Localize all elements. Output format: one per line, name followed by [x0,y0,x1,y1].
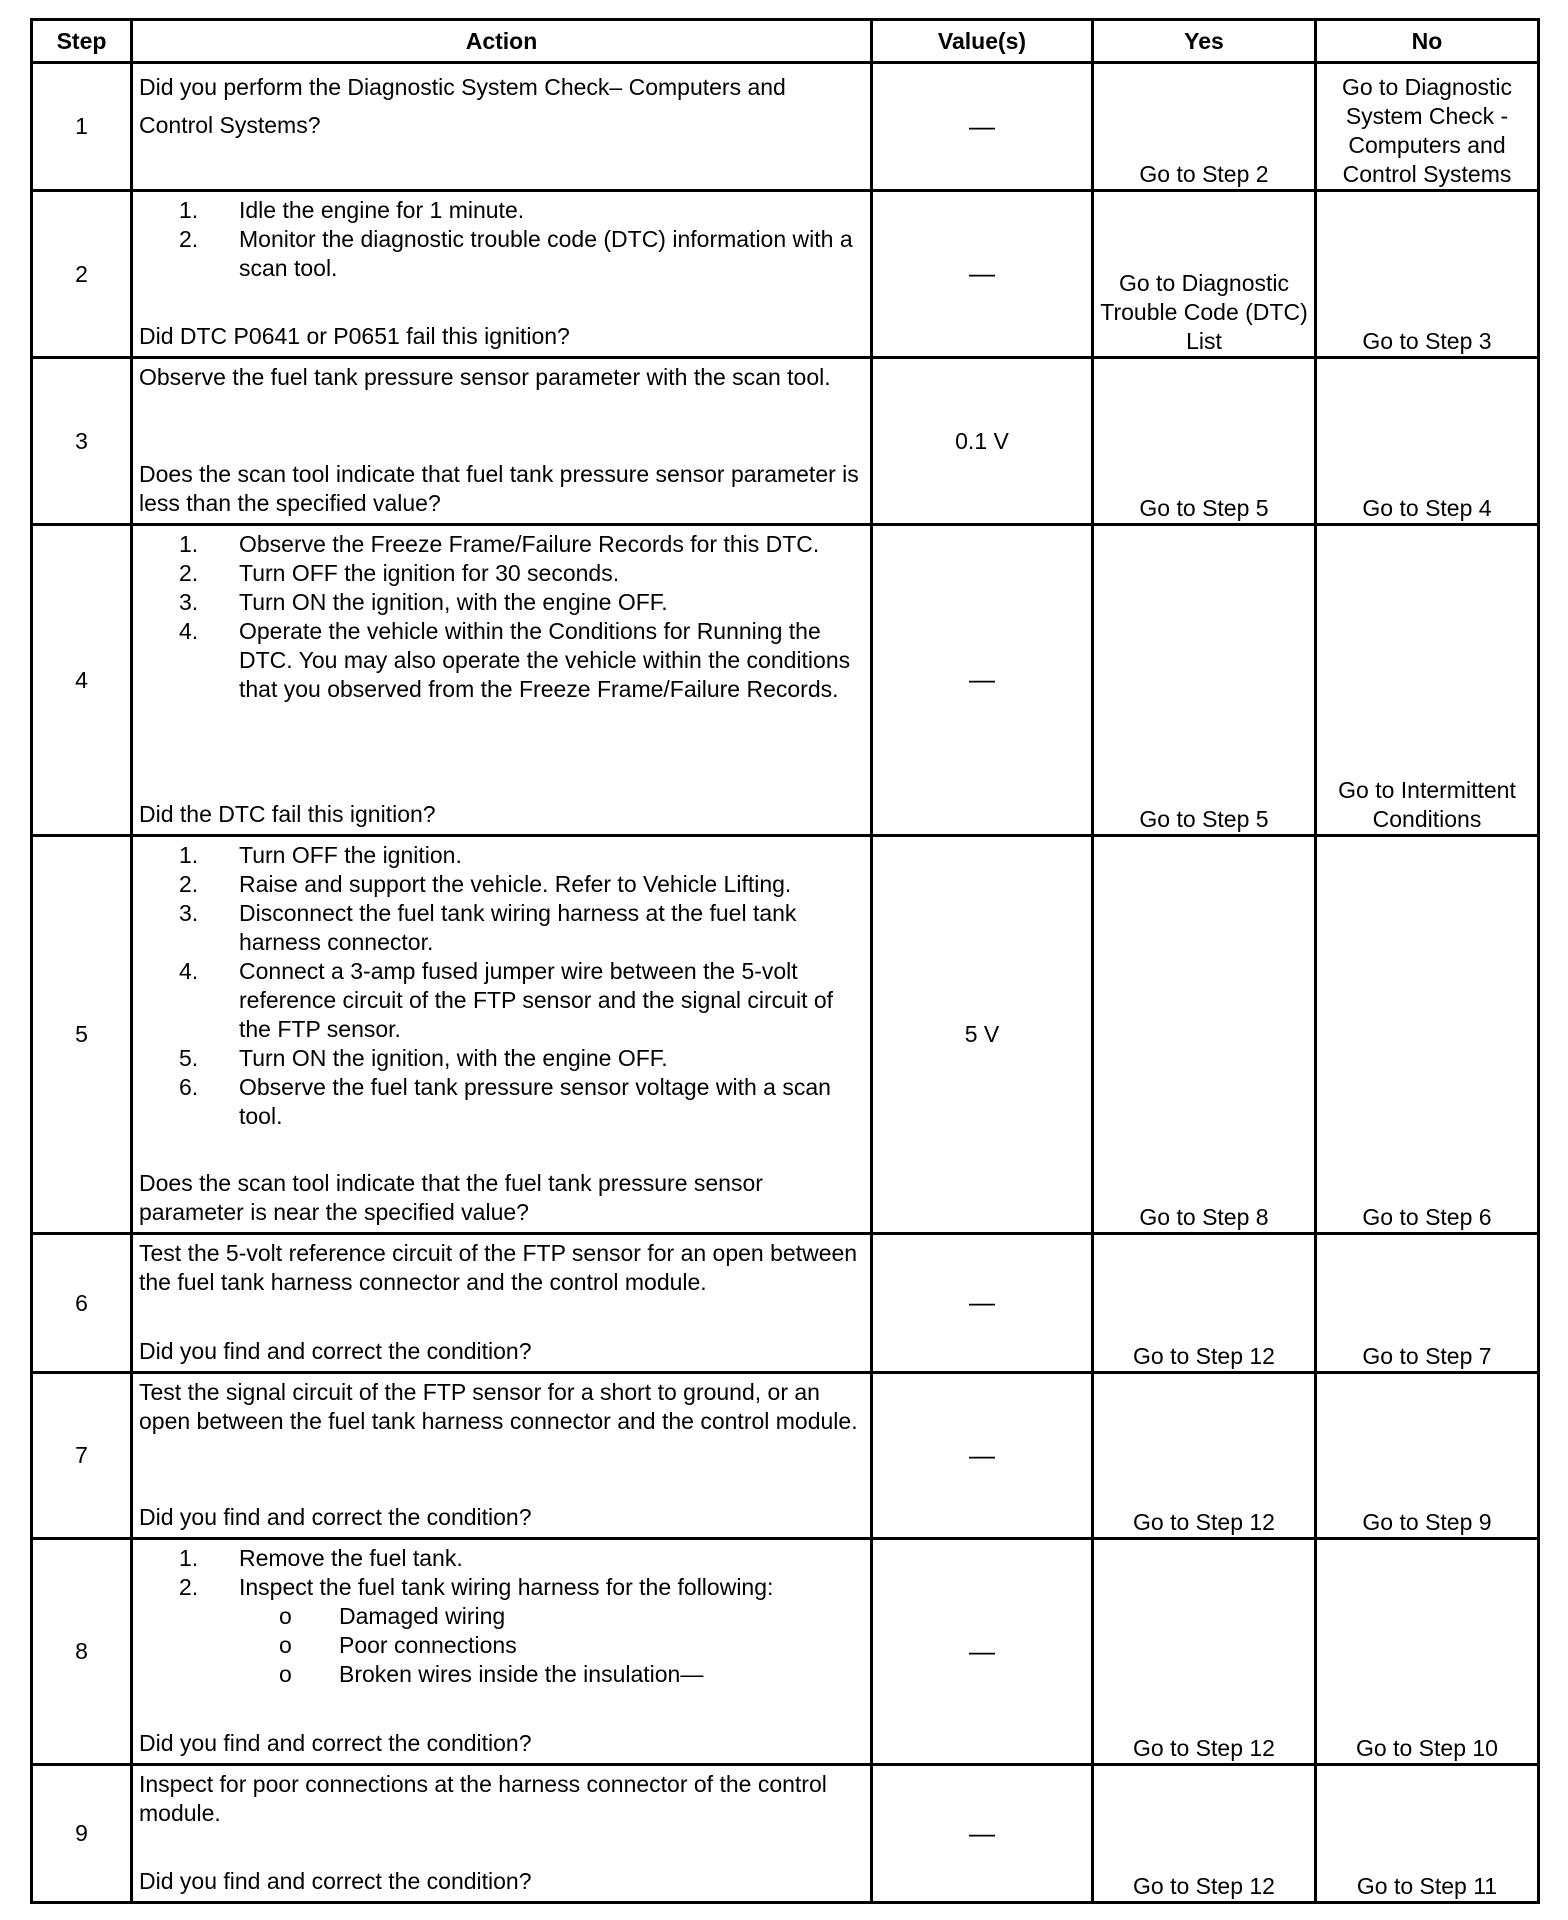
list-item: 2. Monitor the diagnostic trouble code (DTC) information with a scan tool. [179,226,853,281]
diagnostic-table [30,18,1540,1904]
no-link[interactable]: Go to Step 11 [1316,1765,1539,1903]
list-item: 1. Observe the Freeze Frame/Failure Records for this DTC. [179,531,820,557]
action-cell [132,191,872,358]
value-text: 0.1 V [955,427,1009,454]
action-question: Did the DTC fail this ignition? [139,801,436,827]
list-item: o Damaged wiring [279,1603,506,1629]
table-row [32,358,1539,525]
step-number: 9 [32,1765,132,1903]
value-cell [872,191,1093,358]
table-row [32,1373,1539,1539]
list-item: 1. Remove the fuel tank. [179,1545,463,1571]
list-item: o Broken wires inside the insulation— [279,1661,704,1687]
value-text: — [969,110,995,141]
action-question: Did DTC P0641 or P0651 fail this ignition? [139,323,570,349]
table-row [32,1234,1539,1373]
yes-link[interactable]: Go to Step 12 [1093,1539,1316,1765]
header-row [32,20,1539,63]
yes-link[interactable]: Go to Step 5 [1093,525,1316,836]
value-cell [872,63,1093,191]
list-item: 3. Turn ON the ignition, with the engine OFF. [179,589,668,615]
no-link[interactable]: Go to Step 4 [1316,358,1539,525]
step-number: 3 [32,358,132,525]
value-text: — [969,1817,995,1848]
action-cell [132,525,872,836]
no-link[interactable]: Go to Step 3 [1316,191,1539,358]
action-intro: Test the 5-volt reference circuit of the FTP sensor for an open between the fuel tank harness connector and the control module. [139,1240,858,1295]
header-values: Value(s) [872,20,1093,63]
action-cell [132,1765,872,1903]
step-number: 6 [32,1234,132,1373]
no-link[interactable]: Go to Step 10 [1316,1539,1539,1765]
no-link[interactable]: Go to Step 6 [1316,836,1539,1234]
value-cell [872,1373,1093,1539]
step-number: 7 [32,1373,132,1539]
no-link[interactable]: Go to Intermittent Conditions [1316,525,1539,836]
table-row [32,63,1539,191]
list-item: 4. Connect a 3-amp fused jumper wire between the 5-volt reference circuit of the FTP sensor and the signal circuit of the FTP sensor. [179,958,834,1042]
value-cell [872,1539,1093,1765]
table-row [32,191,1539,358]
procedure-list [139,841,864,1131]
step-number: 8 [32,1539,132,1765]
list-item: 1. Turn OFF the ignition. [179,842,462,868]
list-item: o Poor connections [279,1632,517,1658]
action-question: Does the scan tool indicate that the fuel tank pressure sensor parameter is near the specified value? [139,1170,763,1225]
header-no: No [1316,20,1539,63]
yes-link[interactable]: Go to Step 5 [1093,358,1316,525]
action-question: Did you find and correct the condition? [139,1504,532,1530]
procedure-list [139,1544,864,1602]
list-item: 2. Inspect the fuel tank wiring harness for the following: [179,1574,774,1600]
list-item: 5. Turn ON the ignition, with the engine OFF. [179,1045,668,1071]
value-text: — [969,1287,995,1317]
list-item: 1. Idle the engine for 1 minute. [179,197,525,223]
table-row [32,525,1539,836]
yes-link[interactable]: Go to Step 12 [1093,1234,1316,1373]
value-text: — [969,1635,995,1666]
action-cell [132,1539,872,1765]
value-cell [872,1234,1093,1373]
no-link[interactable]: Go to Step 7 [1316,1234,1539,1373]
no-link[interactable]: Go to Diagnostic System Check - Computers and Control Systems [1316,63,1539,191]
action-cell [132,63,872,191]
value-text: 5 V [964,1021,1000,1047]
value-text: — [969,258,995,288]
value-cell [872,525,1093,836]
procedure-list [139,530,864,704]
table-row [32,1765,1539,1903]
value-text: — [969,1439,995,1470]
yes-link[interactable]: Go to Step 12 [1093,1373,1316,1539]
action-question: Did you find and correct the condition? [139,1868,532,1894]
header-action: Action [132,20,872,63]
step-number: 1 [32,63,132,191]
list-item: 4. Operate the vehicle within the Conditions for Running the DTC. You may also operate the vehicle within the conditions that you observed from the Freeze Frame/Failure Records. [179,618,851,702]
value-cell [872,1765,1093,1903]
yes-link[interactable]: Go to Step 8 [1093,836,1316,1234]
action-question: Does the scan tool indicate that fuel tank pressure sensor parameter is less than the specified value? [139,461,859,516]
header-yes: Yes [1093,20,1316,63]
action-intro: Observe the fuel tank pressure sensor parameter with the scan tool. [139,364,831,390]
step-number: 5 [32,836,132,1234]
step-number: 2 [32,191,132,358]
action-cell [132,836,872,1234]
list-item: 6. Observe the fuel tank pressure sensor voltage with a scan tool. [179,1074,831,1129]
no-link[interactable]: Go to Step 9 [1316,1373,1539,1539]
list-item: 3. Disconnect the fuel tank wiring harness at the fuel tank harness connector. [179,900,797,955]
sub-list [139,1602,864,1689]
action-cell [132,358,872,525]
step-number: 4 [32,525,132,836]
yes-link[interactable]: Go to Step 12 [1093,1765,1316,1903]
table-row [32,836,1539,1234]
procedure-list [139,196,864,283]
action-intro: Test the signal circuit of the FTP sensor for a short to ground, or an open between the fuel tank harness connector and the control module. [139,1379,858,1434]
table-row [32,1539,1539,1765]
action-cell [132,1373,872,1539]
value-cell [872,358,1093,525]
list-item: 2. Raise and support the vehicle. Refer to Vehicle Lifting. [179,871,792,897]
action-intro: Did you perform the Diagnostic System Check– Computers and Control Systems? [139,74,786,138]
yes-link[interactable]: Go to Step 2 [1093,63,1316,191]
list-item: 2. Turn OFF the ignition for 30 seconds. [179,560,620,586]
action-question: Did you find and correct the condition? [139,1338,532,1364]
yes-link[interactable]: Go to Diagnostic Trouble Code (DTC) List [1093,191,1316,358]
header-step: Step [32,20,132,63]
action-cell [132,1234,872,1373]
value-text: — [969,664,995,694]
value-cell [872,836,1093,1234]
action-intro: Inspect for poor connections at the harness connector of the control module. [139,1771,827,1826]
action-question: Did you find and correct the condition? [139,1730,532,1756]
